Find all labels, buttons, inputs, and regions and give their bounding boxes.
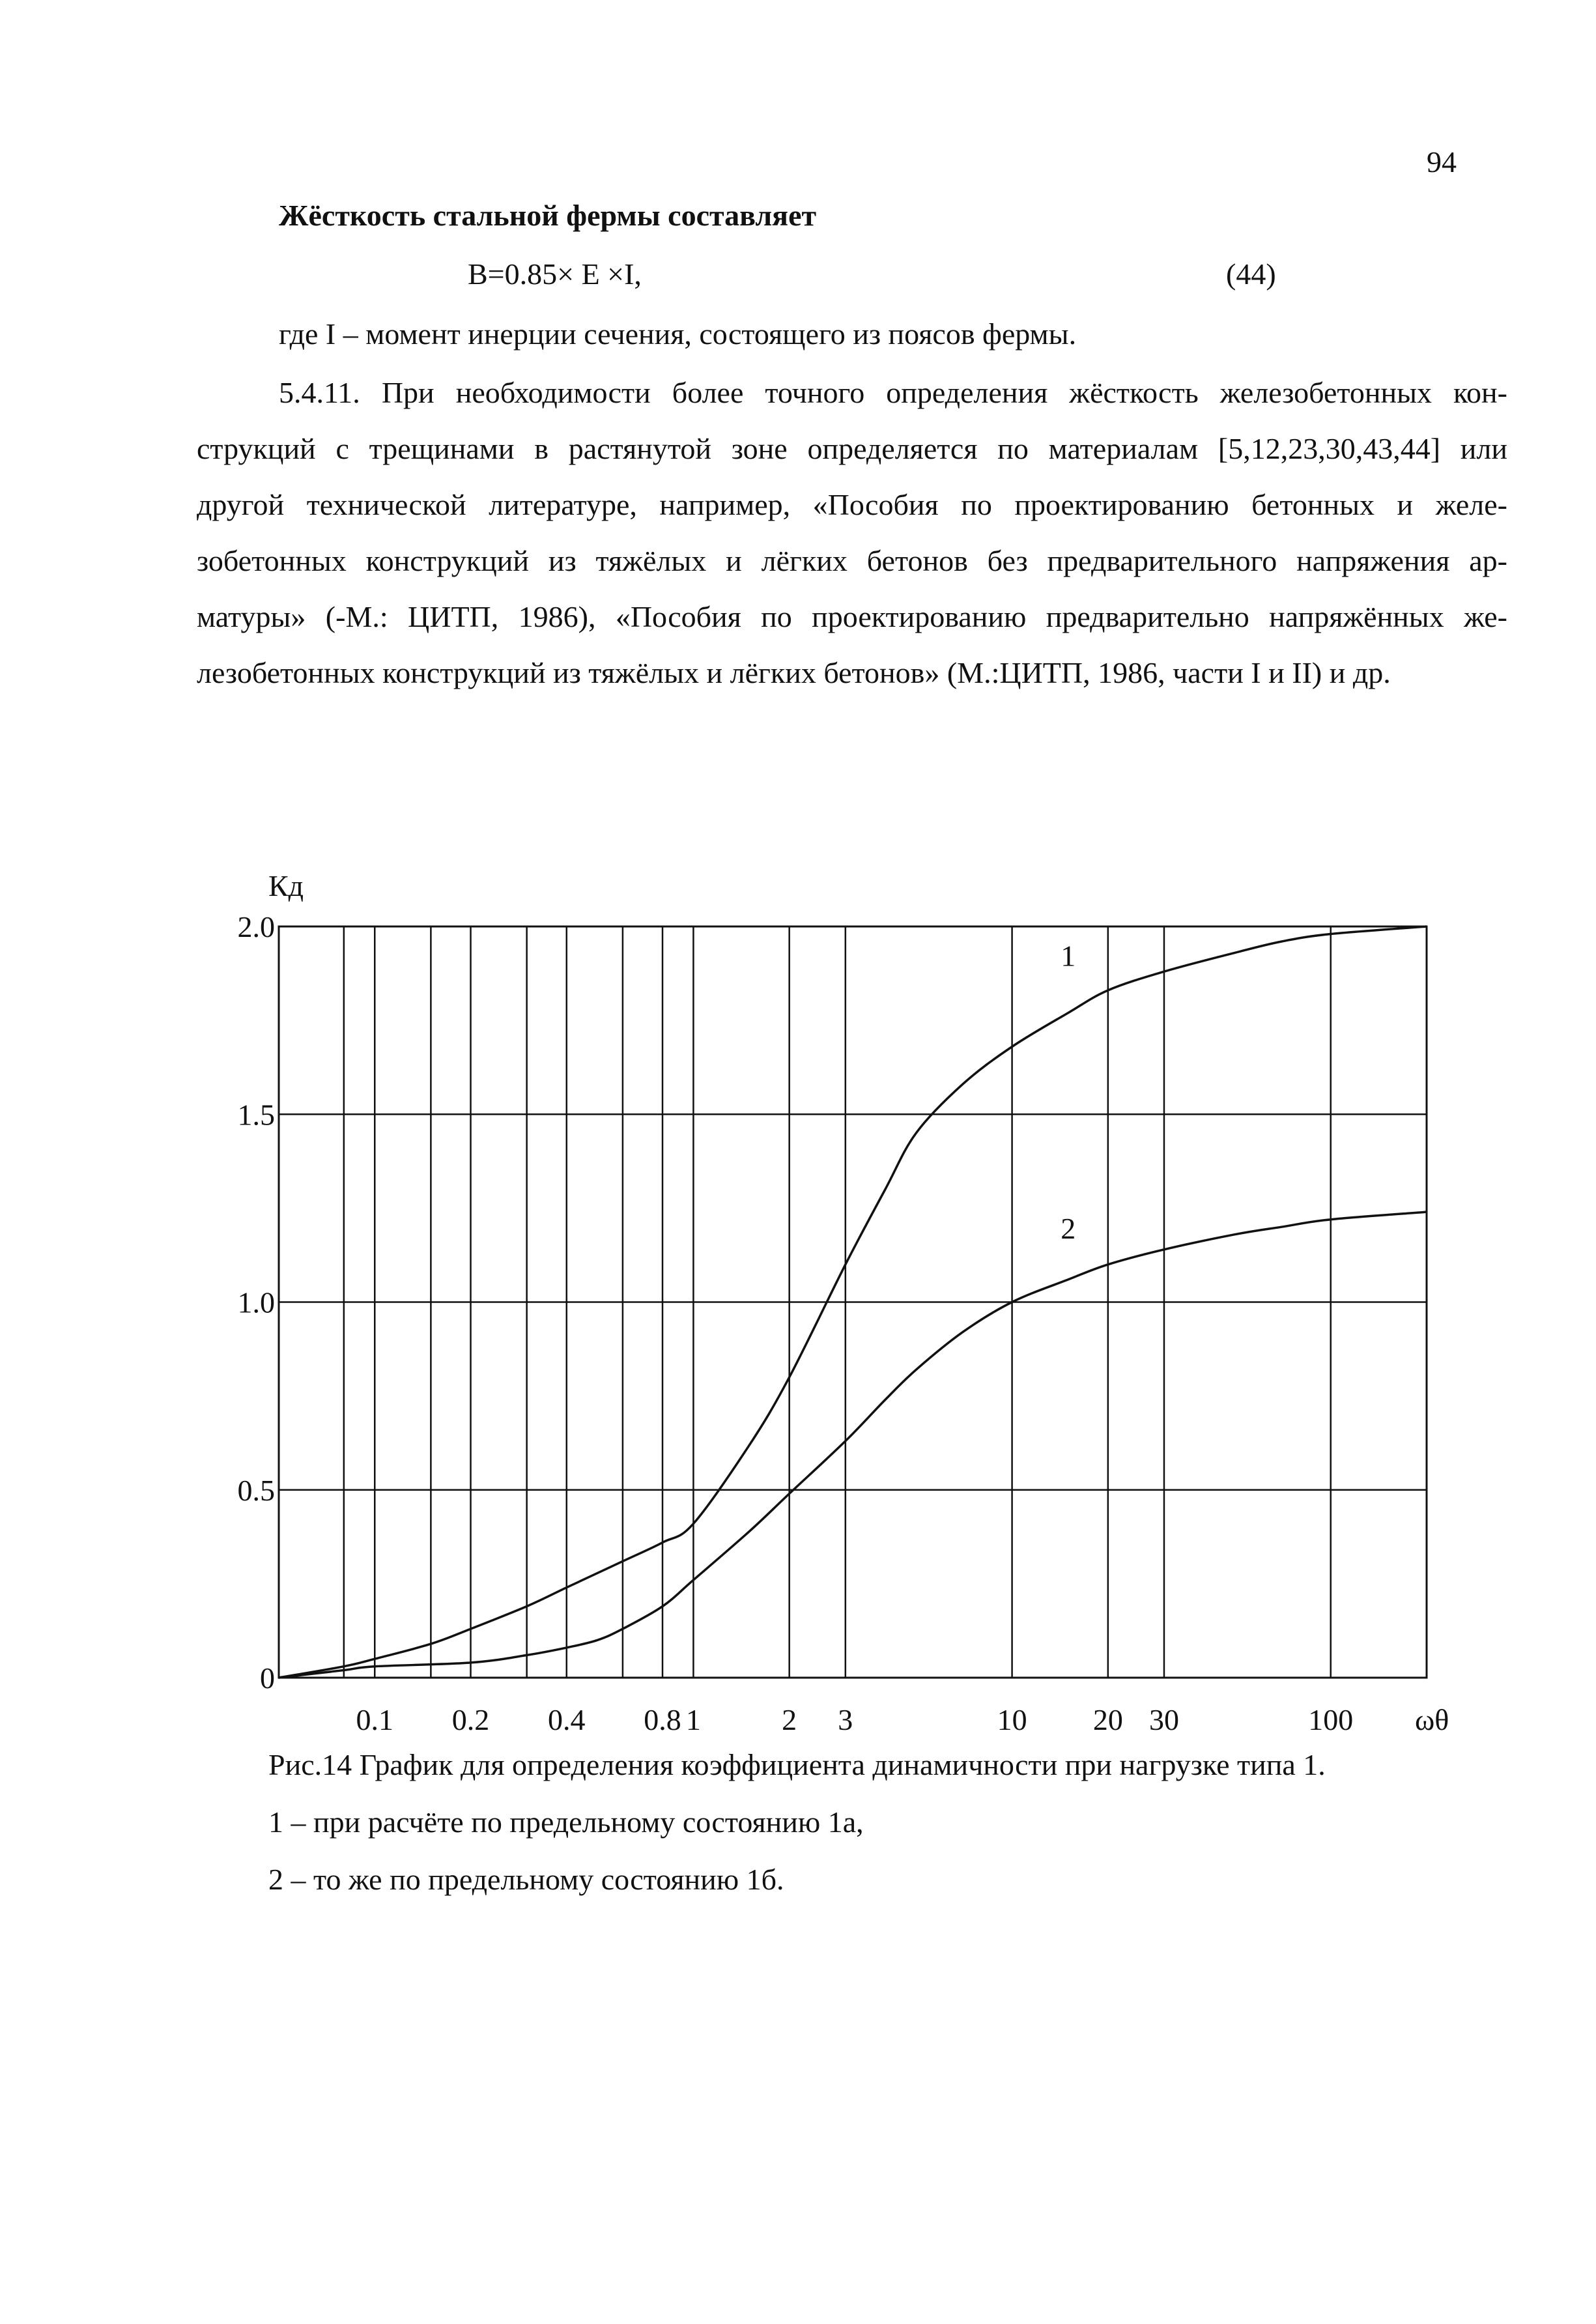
formula-explanation: где I – момент инерции сечения, состоящего из поясов фермы. <box>279 317 1077 351</box>
y-gridlines <box>279 926 1427 1678</box>
series-2-line <box>279 1212 1427 1678</box>
y-axis-label: Кд <box>268 869 304 902</box>
paragraph-line: струкций с трещинами в растянутой зоне определяется по материалам [5,12,23,30,43,44] или <box>197 432 1507 465</box>
tick-labels <box>238 910 1354 1736</box>
formula-number: (44) <box>1226 257 1276 291</box>
x-tick-label: 1 <box>685 1703 701 1736</box>
paragraph-line: зобетонных конструкций из тяжёлых и лёгких бетонов без предварительного напряжения ар- <box>197 544 1507 577</box>
x-tick-label: 100 <box>1308 1703 1354 1736</box>
y-tick-label: 0 <box>260 1661 275 1695</box>
formula: B=0.85× E ×I, <box>468 257 642 291</box>
x-tick-label: 2 <box>782 1703 797 1736</box>
x-tick-label: 10 <box>997 1703 1027 1736</box>
x-tick-label: 0.8 <box>644 1703 681 1736</box>
y-tick-label: 2.0 <box>237 910 275 943</box>
figure-caption-line-2: 2 – то же по предельному состоянию 1б. <box>268 1863 784 1896</box>
x-tick-label: 20 <box>1092 1703 1123 1736</box>
paragraph-line: матуры» (-М.: ЦИТП, 1986), «Пособия по проектированию предварительно напряжённых же- <box>197 600 1507 633</box>
x-tick-label: 0.2 <box>451 1703 490 1736</box>
figure-caption-line-1: 1 – при расчёте по предельному состоянию 1а, <box>268 1805 864 1839</box>
x-tick-label: 30 <box>1148 1703 1179 1736</box>
series-1-label: 1 <box>1061 939 1076 973</box>
stiffness-sentence: Жёсткость стальной фермы составляет <box>279 199 817 232</box>
paragraph-line: 5.4.11. При необходимости более точного определения жёсткость железобетонных кон- <box>279 376 1507 409</box>
series-2-label: 2 <box>1061 1211 1076 1245</box>
page-number: 94 <box>1427 145 1457 179</box>
y-tick-label: 1.5 <box>237 1098 275 1132</box>
x-tick-label: 0.4 <box>548 1703 586 1736</box>
x-axis-label: ωθ <box>1415 1703 1449 1736</box>
x-tick-label: 0.1 <box>356 1703 394 1736</box>
paragraph-line: лезобетонных конструкций из тяжёлых и лёгких бетонов» (М.:ЦИТП, 1986, части I и II) и др. <box>197 656 1391 689</box>
y-tick-label: 0.5 <box>237 1473 275 1507</box>
y-tick-label: 1.0 <box>237 1285 275 1319</box>
paragraph-line: другой технической литературе, например, «Пособия по проектированию бетонных и желе- <box>197 488 1507 521</box>
figure-caption-title: Рис.14 График для определения коэффициента динамичности при нагрузке типа 1. <box>268 1748 1326 1781</box>
x-tick-label: 3 <box>838 1703 853 1736</box>
